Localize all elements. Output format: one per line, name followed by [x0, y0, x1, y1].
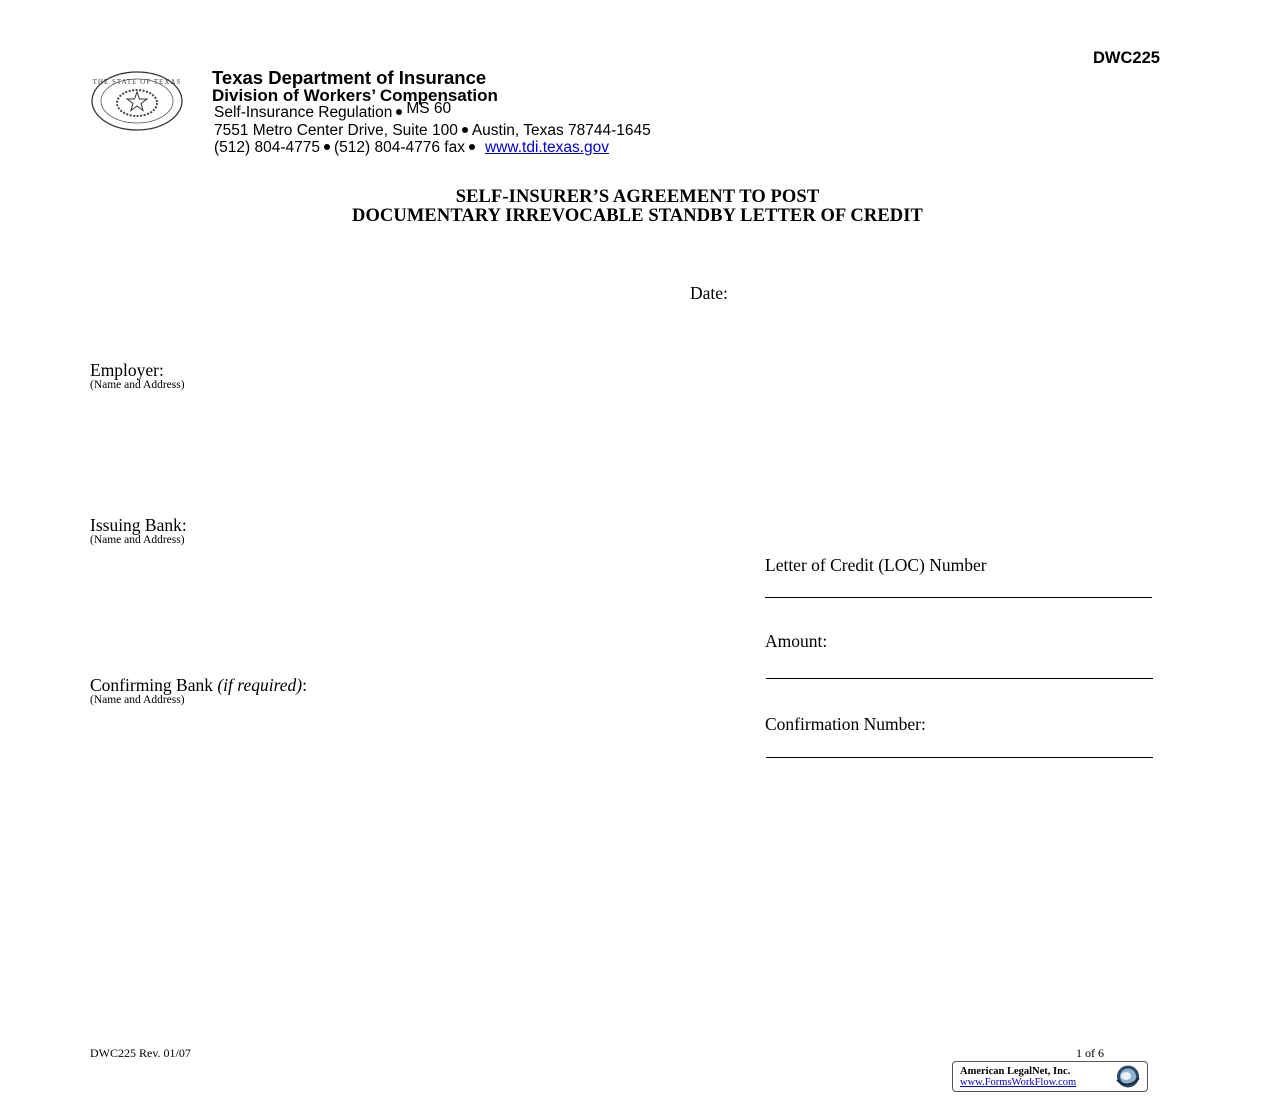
division-name: Division of Workers’ Compensation	[212, 86, 498, 105]
globe-logo-icon	[1108, 1064, 1144, 1089]
phone-number: (512) 804-4775	[214, 139, 320, 156]
bullet-icon	[324, 144, 330, 150]
address-street: 7551 Metro Center Drive, Suite 100	[214, 122, 458, 139]
confirmation-number-label: Confirmation Number:	[765, 714, 926, 734]
document-title-line-1: SELF-INSURER’S AGREEMENT TO POST	[455, 187, 820, 207]
issuing-bank-label: Issuing Bank:	[90, 515, 187, 535]
contact-line	[214, 139, 609, 157]
confirming-bank-sublabel: (Name and Address)	[90, 694, 185, 706]
address-line	[214, 122, 651, 140]
section-line	[214, 100, 452, 122]
amount-label: Amount:	[765, 631, 828, 651]
amount-field[interactable]	[766, 678, 1153, 679]
date-label: Date:	[690, 283, 728, 303]
employer-label: Employer:	[90, 360, 164, 380]
document-title-line-2: DOCUMENTARY IRREVOCABLE STANDBY LETTER OF CREDIT	[351, 206, 923, 226]
loc-number-field[interactable]	[765, 597, 1152, 598]
confirming-bank-label	[90, 675, 307, 696]
issuing-bank-sublabel: (Name and Address)	[90, 534, 185, 546]
vendor-badge[interactable]	[952, 1061, 1148, 1092]
fax-number: (512) 804-4776 fax	[334, 139, 465, 156]
loc-number-label: Letter of Credit (LOC) Number	[765, 555, 987, 575]
vendor-url-link[interactable]: www.FormsWorkFlow.com	[960, 1077, 1077, 1088]
page-number: 1 of 6	[1076, 1046, 1104, 1060]
confirming-bank-colon: :	[302, 675, 307, 695]
form-code: DWC225	[1093, 49, 1160, 67]
confirming-bank-qualifier: (if required)	[217, 675, 303, 695]
bullet-icon	[396, 109, 402, 115]
form-revision: DWC225 Rev. 01/07	[90, 1046, 191, 1060]
bullet-icon	[462, 127, 468, 133]
bullet-icon	[469, 144, 475, 150]
employer-sublabel: (Name and Address)	[90, 379, 185, 391]
mail-stop: MS 60	[406, 100, 452, 117]
svg-text:THE STATE OF TEXAS: THE STATE OF TEXAS	[92, 78, 182, 86]
address-city: Austin, Texas 78744-1645	[471, 122, 651, 139]
agency-name: Texas Department of Insurance	[212, 67, 487, 88]
section-name: Self-Insurance Regulation	[214, 104, 393, 121]
confirming-bank-text: Confirming Bank	[90, 675, 218, 695]
website-link[interactable]: www.tdi.texas.gov	[484, 139, 610, 156]
vendor-name: American LegalNet, Inc.	[960, 1066, 1071, 1077]
confirmation-number-field[interactable]	[766, 757, 1153, 758]
texas-seal-icon	[90, 70, 184, 132]
